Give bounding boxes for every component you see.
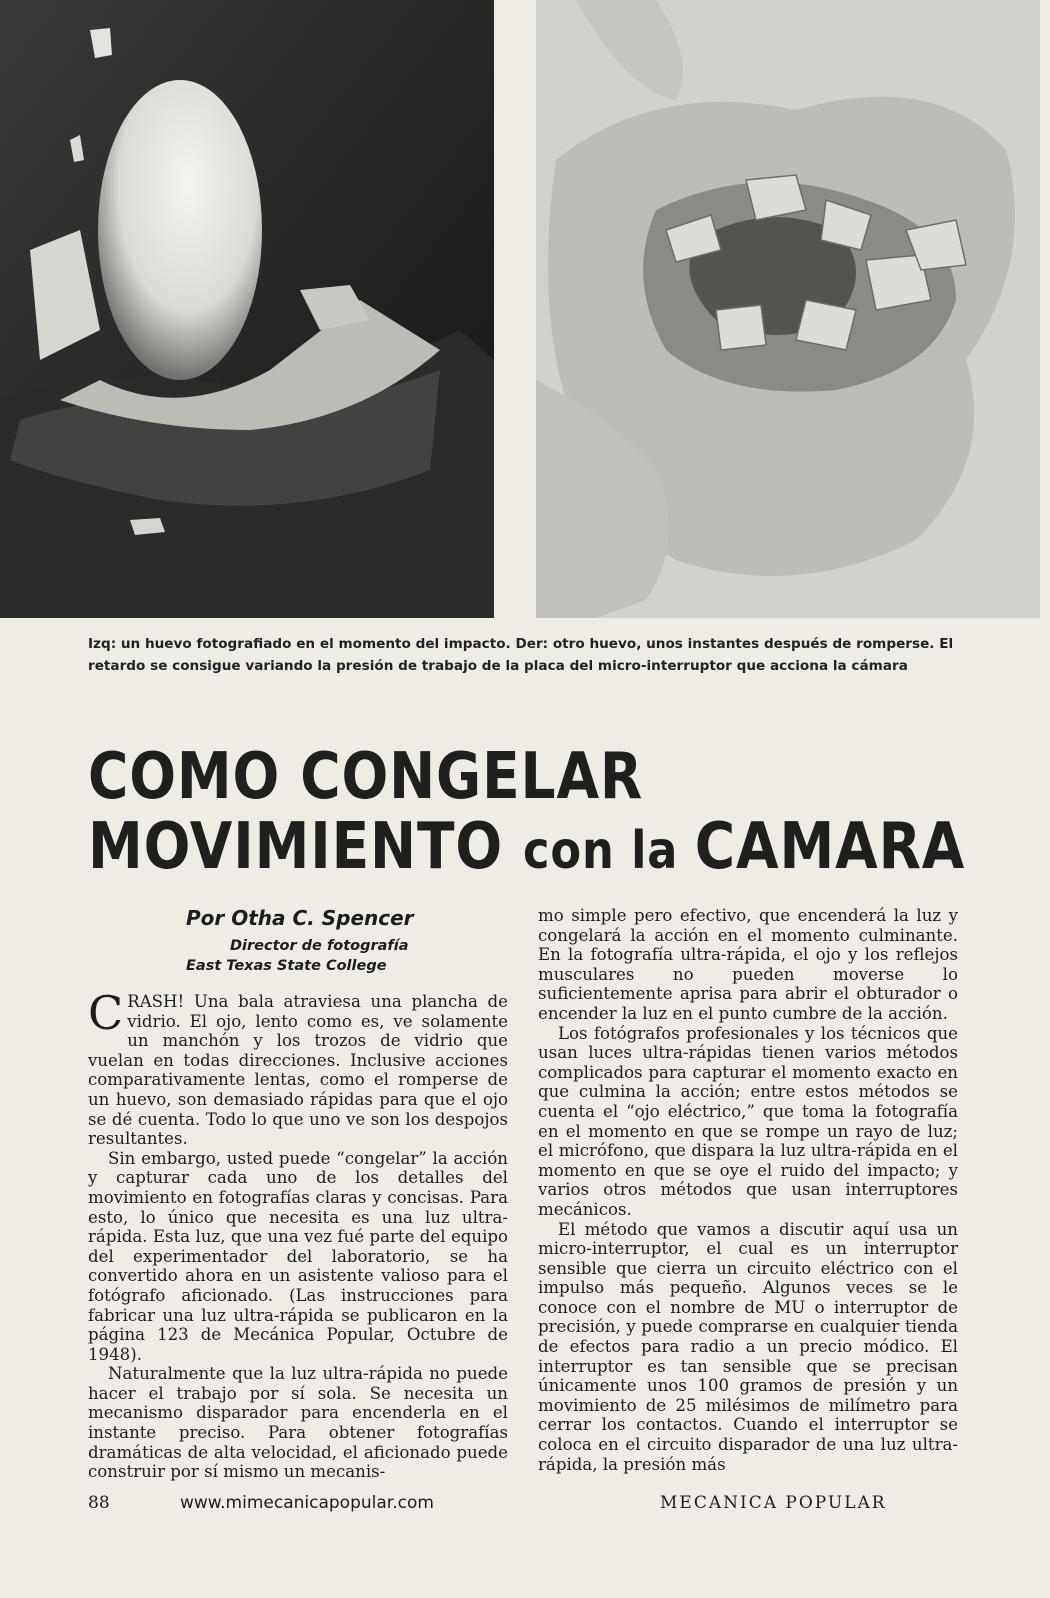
article-title-line-2 — [88, 810, 965, 884]
title-word-camara: CAMARA — [694, 810, 966, 884]
egg-impact-photo — [0, 0, 494, 618]
article-paragraph: mo simple pero efectivo, que encenderá la luz y congelará la acción en el momento culminante. En la fotografía ultra-rápida, el ojo y los reflejos musculares no pueden moverse lo suficientemente aprisa para abrir el obturador o encender la luz en el punto cumbre de la acción. — [538, 906, 958, 1023]
drop-cap: C — [88, 986, 124, 1040]
author-byline: Por Otha C. Spencer — [186, 906, 414, 930]
author-title: Director de fotografía — [230, 938, 409, 954]
paragraph-text: RASH! Una bala atraviesa una plancha de vidrio. El ojo, lento como es, ve solamente un manchón y los trozos de vidrio que vuelan en todas direcciones. Inclusive acciones comparativamente lentas, como el romperse de un huevo, son demasiado rápidas para que el ojo se dé cuenta. Todo lo que uno ve son los despojos resultantes. — [88, 992, 508, 1149]
article-paragraph: El método que vamos a discutir aquí usa un micro-interruptor, el cual es un interruptor sensible que cierra un circuito eléctrico con el impulso más pequeño. Algunos veces se le conoce con el nombre de MU o interruptor de precisión, y puede comprarse en cualquier tienda de efectos para radio a un precio módico. El interruptor es tan sensible que se precisan únicamente unos 100 gramos de presión y un movimiento de 25 milésimos de milímetro para cerrar los contactos. Cuando el interruptor se coloca en el circuito disparador de una luz ultra-rápida, la presión más — [538, 1219, 958, 1474]
broken-egg-photo — [536, 0, 1040, 618]
title-word-movimiento: MOVIMIENTO — [88, 810, 524, 884]
magazine-name: MECANICA POPULAR — [660, 1493, 887, 1513]
photo-caption-line-2: retardo se consigue variando la presión de trabajo de la placa del micro-interruptor que acciona la cámara — [88, 658, 908, 674]
article-column-left — [88, 986, 508, 1482]
article-paragraph: Naturalmente que la luz ultra-rápida no puede hacer el trabajo por sí sola. Se necesita un mecanismo disparador para encenderla en el instante preciso. Para obtener fotografías dramáticas de alta velocidad, el aficionado puede construir por sí mismo un mecanis- — [88, 1364, 508, 1482]
website-url: www.mimecanicapopular.com — [180, 1493, 434, 1513]
article-title-line-1: COMO CONGELAR — [88, 740, 644, 814]
article-paragraph — [88, 986, 508, 1149]
article-column-right — [538, 906, 958, 1474]
title-words-con-la: con la — [523, 821, 695, 881]
article-paragraph: Sin embargo, usted puede “congelar” la acción y capturar cada uno de los detalles del movimiento en fotografías claras y concisas. Para esto, lo único que necesita es una luz ultra-rápida. Esta luz, que una vez fué parte del equipo del experimentador del laboratorio, se ha convertido ahora en un asistente valioso para el fotógrafo aficionado. (Las instrucciones para fabricar una luz ultra-rápida se publicaron en la página 123 de Mecánica Popular, Octubre de 1948). — [88, 1148, 508, 1364]
photo-caption-line-1: Izq: un huevo fotografiado en el momento del impacto. Der: otro huevo, unos instantes después de romperse. El — [88, 636, 954, 652]
article-paragraph: Los fotógrafos profesionales y los técnicos que usan luces ultra-rápidas tienen varios métodos complicados para capturar el momento exacto en que culmina la acción; entre estos métodos se cuenta el “ojo eléctrico,” que toma la fotografía en el momento en que se rompe un rayo de luz; el micrófono, que dispara la luz ultra-rápida en el momento en que se oye el ruido del impacto; y varios otros métodos que usan interruptores mecánicos. — [538, 1023, 958, 1219]
page-number: 88 — [88, 1493, 110, 1513]
author-institution: East Texas State College — [186, 958, 387, 974]
